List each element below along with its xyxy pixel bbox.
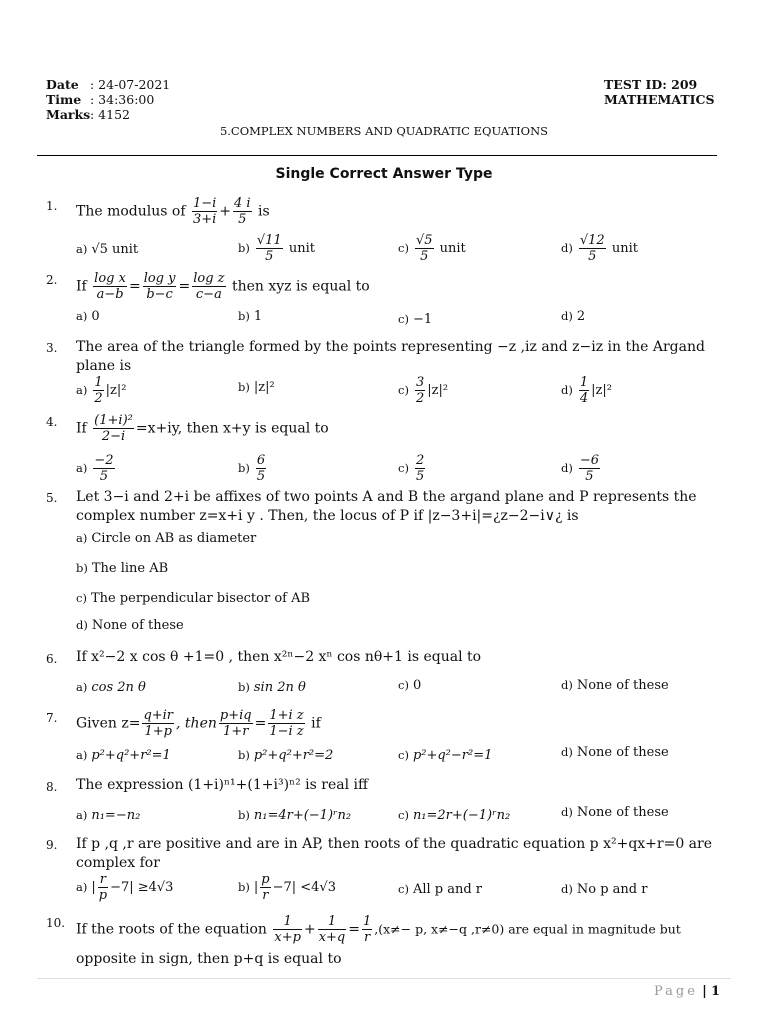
q6-text: If x²−2 x cos θ +1=0 , then x²ⁿ−2 xⁿ cos nθ+1 is equal to [76,649,482,665]
frac-num: √11 [256,233,282,248]
test-id-block [604,77,714,107]
option-value: None of these [576,805,669,820]
q10-eq: = [348,921,360,938]
q8-option-a[interactable] [76,808,140,823]
q4-option-d[interactable] [561,453,602,484]
q8-option-c[interactable] [398,808,510,823]
q8-option-d[interactable] [561,805,669,820]
abs-bar: | [91,880,96,895]
q7-option-b[interactable] [238,748,333,763]
q3-option-d[interactable] [561,375,612,406]
option-label: b) [238,309,250,323]
q1-text [76,196,270,227]
page-separator: | [702,984,707,999]
abs-bar: | [253,880,259,895]
q9-option-c[interactable] [398,882,482,897]
frac-num: 1 [94,375,103,390]
q1-post: is [258,203,270,220]
q4-frac [93,413,134,444]
q9-option-b[interactable] [238,872,336,903]
option-value: The perpendicular bisector of AB [90,591,311,606]
option-value: |z|² [591,383,612,398]
option-label: b) [238,880,250,894]
frac-num: p [261,872,270,887]
q3-option-c[interactable] [398,375,448,406]
frac-num: r [98,872,108,888]
frac-num: −6 [579,453,600,468]
frac-den: r [364,930,371,945]
option-label: a) [76,461,88,475]
q2-option-c[interactable] [398,312,432,327]
option-value: None of these [576,678,669,693]
frac-num: 1+i z [269,708,304,723]
option-label: c) [398,241,409,255]
frac-den: 5 [265,249,274,264]
q7-option-d[interactable] [561,745,669,760]
option-label: a) [76,383,88,397]
option-value: |z|² [253,380,275,395]
option-label: b) [238,241,250,255]
q7-frac3 [268,708,304,739]
option-label: c) [76,591,87,605]
footer-divider [37,978,731,979]
q6-number: 6. [46,652,58,666]
q2-option-d[interactable] [561,309,585,324]
option-value: sin 2n θ [253,680,306,695]
q2-pre: If [76,278,87,295]
q5-option-d[interactable] [76,618,184,633]
q2-eq1: = [128,278,141,295]
option-frac [93,375,103,406]
option-label: d) [561,461,573,475]
frac-num: log x [94,271,126,286]
q5-option-a[interactable] [76,531,256,546]
option-value: |z|² [427,383,449,398]
q7-pre: Given z= [76,715,141,732]
q1-number: 1. [46,199,58,213]
option-label: a) [76,309,88,323]
page-footer [654,984,720,999]
q6-option-c[interactable] [398,678,421,693]
q4-option-c[interactable] [398,453,427,484]
frac-den: 5 [420,249,429,264]
option-value: None of these [576,745,669,760]
option-label: c) [398,808,409,822]
option-label: a) [76,880,88,894]
option-frac [579,233,606,264]
q1-option-c[interactable] [398,233,466,264]
option-unit: unit [439,241,466,256]
q2-option-a[interactable] [76,309,100,324]
q1-frac2-num: 4 i [234,196,251,211]
q7-option-c[interactable] [398,748,492,763]
q9-number: 9. [46,838,58,852]
q3-option-b[interactable] [238,380,275,395]
option-value: None of these [91,618,184,633]
option-value: 1 [253,309,263,324]
frac-den: r [262,888,269,903]
q7-number: 7. [46,711,58,725]
option-label: a) [76,680,88,694]
option-value: n₁=2r+(−1)ʳn₂ [412,808,511,823]
option-label: c) [398,882,409,896]
frac-den: p [98,888,108,903]
q2-frac1 [93,271,127,302]
frac-den: 1−i z [269,724,304,739]
q4-text [76,413,329,444]
option-label: c) [398,461,409,475]
q2-post: then xyz is equal to [231,278,370,295]
frac-den: x+q [318,930,346,945]
frac-num: 1 [579,375,589,390]
q7-then: , then [176,715,217,732]
q9-option-a[interactable] [76,872,173,903]
option-value: p²+q²+r²=2 [253,748,334,763]
option-label: d) [76,618,88,632]
q7-option-a[interactable] [76,748,171,763]
option-value: The line AB [91,561,169,576]
q10-post: ,(x≠− p, x≠−q ,r≠0) are equal in magnitude but [374,921,681,937]
frac-den: 4 [579,391,589,406]
q1-pre: The modulus of [76,203,186,220]
frac-num: log y [143,271,176,286]
frac-den: 5 [99,469,109,484]
q2-eq2: = [178,278,191,295]
q2-frac3 [192,271,225,302]
page-number: 1 [710,984,720,999]
option-label: b) [238,461,250,475]
frac-num: 1 [362,914,372,929]
q1-frac2 [233,196,252,227]
option-label: a) [76,808,88,822]
option-frac [579,375,589,406]
q5-option-b[interactable] [76,561,168,576]
q6-option-a[interactable] [76,680,146,695]
q1-option-d[interactable] [561,233,638,264]
option-label: c) [398,312,409,326]
q9-option-d[interactable] [561,882,647,897]
frac-num: (1+i)² [94,413,133,428]
option-frac [415,233,434,264]
option-label: d) [561,805,573,819]
option-unit: unit [611,241,638,256]
option-label: a) [76,242,88,256]
q6-option-b[interactable] [238,680,306,695]
option-label: d) [561,241,573,255]
q10-frac1 [273,914,302,945]
header-divider [37,155,717,156]
q10-pre: If the roots of the equation [76,921,267,938]
option-frac [579,453,600,484]
q8-text: The expression (1+i)ⁿ¹+(1+i³)ⁿ² is real iff [76,777,368,793]
q10-frac2 [318,914,347,945]
option-frac [260,872,270,903]
option-value: √5 unit [91,242,139,257]
option-value: No p and r [576,882,648,897]
subject: MATHEMATICS [604,92,715,107]
q4-pre: If [76,420,87,437]
frac-num: 6 [256,453,266,468]
frac-num: 3 [415,375,425,390]
q5-number: 5. [46,491,58,505]
option-label: a) [76,748,88,762]
option-value: 2 [576,309,586,324]
frac-den: 1+r [223,724,249,739]
time-label: Time [46,92,82,107]
q1-frac1 [192,196,217,227]
option-label: b) [76,561,88,575]
q4-option-b[interactable] [238,453,268,484]
option-value: −7| ≥4√3 [110,880,174,895]
option-frac [415,375,425,406]
q9-text: If p ,q ,r are positive and are in AP, then roots of the quadratic equation p x²+qx+r=0 are complex for [76,836,713,871]
option-value: n₁=4r+(−1)ʳn₂ [253,808,352,823]
q8-option-b[interactable] [238,808,351,823]
q10-text [76,914,681,945]
frac-num: 1 [318,914,347,930]
q4-number: 4. [46,415,58,429]
q10-plus: + [303,921,316,938]
q5-option-c[interactable] [76,591,310,606]
option-value: Circle on AB as diameter [91,531,257,546]
option-label: d) [561,882,573,896]
frac-den: 1+p [144,724,172,739]
option-label: d) [561,678,573,692]
option-label: b) [238,808,250,822]
frac-den: c−a [195,287,222,302]
option-label: a) [76,531,88,545]
frac-den: b−c [146,287,173,302]
option-frac [93,453,114,484]
option-label: b) [238,748,250,762]
q10-frac3 [362,914,372,945]
q1-frac2-den: 5 [238,212,247,227]
frac-den: 2 [94,391,103,406]
frac-num: √5 [415,233,433,248]
q2-text [76,271,370,302]
chapter-title: 5.COMPLEX NUMBERS AND QUADRATIC EQUATIONS [219,124,549,138]
q7-frac2 [219,708,253,739]
q1-frac1-num: 1−i [192,196,217,211]
section-title: Single Correct Answer Type [275,166,493,182]
option-value: 0 [412,678,422,693]
q10-text-line2: opposite in sign, then p+q is equal to [76,951,342,967]
marks-label: Marks [46,107,91,122]
q3-option-a[interactable] [76,375,126,406]
option-frac [256,453,266,484]
frac-num: p+iq [219,708,252,723]
q1-frac1-den: 3+i [192,212,217,227]
time-value: : 34:36:00 [90,92,155,107]
q8-number: 8. [46,780,58,794]
frac-num: 2 [415,453,425,468]
date-label: Date [46,77,79,92]
option-value: n₁=−n₂ [91,808,141,823]
frac-den: x+p [274,930,301,945]
option-value: cos 2n θ [91,680,146,695]
option-label: b) [238,380,250,394]
frac-den: 5 [588,249,597,264]
date-value: : 24-07-2021 [90,77,171,92]
option-label: c) [398,678,409,692]
frac-den: 5 [415,469,425,484]
option-frac [98,872,108,903]
frac-num: q+ir [143,708,174,723]
option-label: d) [561,383,573,397]
q1-option-a[interactable] [76,242,138,257]
option-value: −7| <4√3 [272,880,336,895]
option-unit: unit [288,241,315,256]
q3-text: The area of the triangle formed by the points representing −z ,iz and z−iz in the Argand plane is [76,339,705,374]
q7-text [76,708,321,739]
q10-number: 10. [46,916,66,930]
page-word: Page [654,984,698,999]
q1-plus: + [219,203,232,220]
option-frac [256,233,283,264]
q3-number: 3. [46,341,58,355]
q2-number: 2. [46,273,58,287]
frac-den: 2 [415,391,425,406]
q7-post: if [311,715,321,732]
option-value: p²+q²+r²=1 [91,748,171,763]
frac-den: a−b [96,287,124,302]
frac-num: −2 [94,453,114,468]
q4-option-a[interactable] [76,453,117,484]
option-label: d) [561,745,573,759]
option-label: c) [398,383,409,397]
frac-num: log z [193,271,225,286]
frac-num: √12 [579,233,605,248]
option-value: 0 [91,309,100,324]
q6-option-d[interactable] [561,678,669,693]
option-label: d) [561,309,573,323]
q4-post: =x+iy, then x+y is equal to [135,420,329,437]
option-value: |z|² [105,383,127,398]
q2-frac2 [143,271,177,302]
option-value: p²+q²−r²=1 [412,748,493,763]
option-value: All p and r [412,882,483,897]
q1-option-b[interactable] [238,233,315,264]
frac-den: 5 [256,469,266,484]
marks-value: : 4152 [90,107,130,122]
q2-option-b[interactable] [238,309,262,324]
frac-num: 1 [273,914,302,930]
option-frac [415,453,425,484]
option-label: c) [398,748,409,762]
test-meta [46,77,170,122]
option-value: −1 [412,312,433,327]
test-id: TEST ID: 209 [604,77,698,92]
frac-den: 5 [585,469,594,484]
option-label: b) [238,680,250,694]
q5-text: Let 3−i and 2+i be affixes of two points A and B the argand plane and P represents the complex number z=x+i y . Then, the locus of P if |z−3+i|=¿z−2−i∨¿ is [76,489,697,524]
q7-frac1 [142,708,174,739]
q7-eq: = [254,715,267,732]
frac-den: 2−i [101,429,126,444]
